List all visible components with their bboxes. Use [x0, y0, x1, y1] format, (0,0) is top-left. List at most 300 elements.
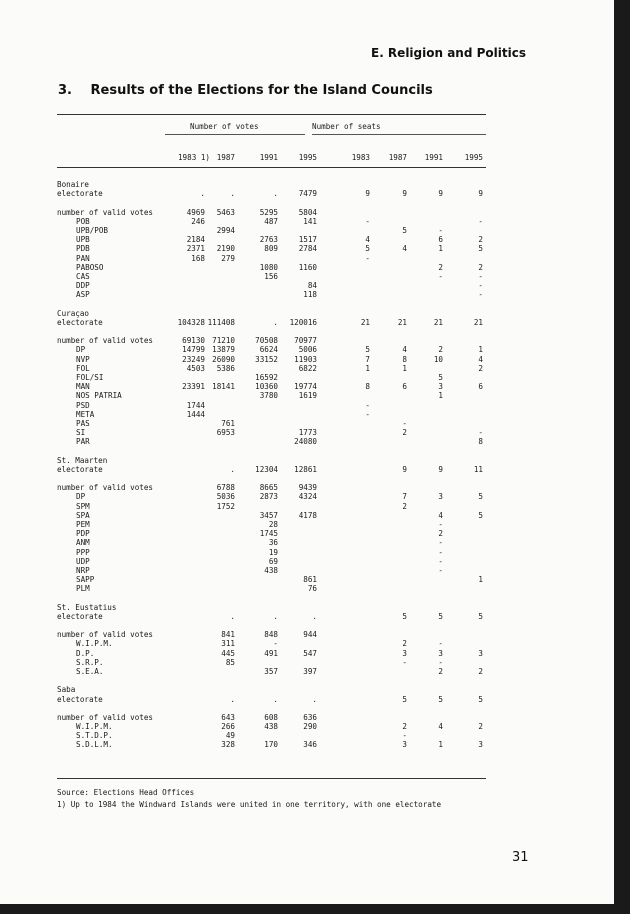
votes-cell: 266 [221, 722, 235, 732]
party-label: SPM [76, 501, 90, 511]
votes-cell: 4178 [298, 510, 317, 520]
votes-cell: 1752 [216, 501, 235, 511]
seats-cell: 21 [473, 317, 483, 327]
table-row [57, 382, 487, 391]
seats-cell: 3 [438, 382, 443, 392]
votes-cell: 12861 [294, 464, 317, 474]
seats-cell: 9 [438, 189, 443, 199]
seats-cell: - [438, 547, 443, 557]
seats-cell: 5 [478, 244, 483, 254]
party-label: META [76, 409, 95, 419]
seats-cell: 5 [438, 372, 443, 382]
table-row [57, 649, 487, 658]
votes-cell: 1745 [259, 529, 278, 539]
party-label: SAPP [76, 575, 95, 585]
votes-cell: 1080 [259, 262, 278, 272]
votes-cell: . [230, 189, 235, 199]
party-label: UDP [76, 556, 90, 566]
island-name: Curaçao [57, 308, 90, 318]
seats-cell: - [438, 271, 443, 281]
island-name: St. Maarten [57, 455, 108, 465]
seats-cell: 5 [365, 345, 370, 355]
votes-cell: 168 [191, 253, 205, 263]
table-row [57, 630, 487, 639]
table-row [57, 235, 487, 244]
seats-cell: 6 [438, 235, 443, 245]
party-label: PSD [76, 400, 90, 410]
seats-cell: 2 [402, 428, 407, 438]
page-number: 31 [512, 850, 529, 865]
table-row [57, 373, 487, 382]
votes-cell: 2763 [259, 235, 278, 245]
seats-cell: 7 [365, 354, 370, 364]
row-label: number of valid votes [57, 712, 154, 722]
seats-cell: - [365, 253, 370, 263]
table-row [57, 538, 487, 547]
table-row [57, 492, 487, 501]
table-row [57, 208, 487, 217]
votes-cell: 1160 [298, 262, 317, 272]
votes-cell: 608 [264, 712, 278, 722]
seats-cell: 4 [478, 354, 483, 364]
votes-cell: 6822 [298, 363, 317, 373]
party-label: ANM [76, 538, 90, 548]
table-row [57, 401, 487, 410]
island-heading-row [57, 603, 487, 612]
section-spacer [57, 446, 487, 455]
votes-year-header: 1983 1) [177, 153, 210, 162]
island-heading-row [57, 180, 487, 189]
table-row [57, 529, 487, 538]
votes-cell: 445 [221, 648, 235, 658]
seats-cell: 3 [438, 648, 443, 658]
seats-cell: - [478, 271, 483, 281]
table-row [57, 483, 487, 492]
votes-cell: 3780 [259, 391, 278, 401]
votes-year-header: 1987 [216, 153, 235, 162]
row-label: electorate [57, 464, 103, 474]
seats-cell: 3 [478, 648, 483, 658]
seats-cell: - [438, 225, 443, 235]
seats-cell: 5 [438, 611, 443, 621]
table-row [57, 428, 487, 437]
table-row [57, 639, 487, 648]
seats-cell: 5 [478, 492, 483, 502]
table-row [57, 244, 487, 253]
seats-cell: - [365, 216, 370, 226]
votes-cell: 8665 [259, 483, 278, 493]
table-row [57, 740, 487, 749]
table-row [57, 345, 487, 354]
seats-cell: 4 [402, 244, 407, 254]
votes-cell: 18141 [212, 382, 235, 392]
party-label: NRP [76, 565, 90, 575]
party-label: SI [76, 428, 86, 438]
table-row [57, 281, 487, 290]
votes-cell: 14799 [182, 345, 205, 355]
party-label: W.I.P.M. [76, 722, 113, 732]
seats-cell: - [402, 418, 407, 428]
table-number: 3. [58, 83, 72, 98]
votes-cell: 24080 [294, 437, 317, 447]
votes-group-rule [165, 134, 305, 135]
seats-group-rule [312, 134, 486, 135]
seats-cell: 2 [478, 722, 483, 732]
votes-cell: 33152 [255, 354, 278, 364]
table-row [57, 355, 487, 364]
seats-cell: - [438, 639, 443, 649]
party-label: FOL [76, 363, 90, 373]
table-row [57, 226, 487, 235]
table-row [57, 364, 487, 373]
row-label: number of valid votes [57, 336, 154, 346]
seats-cell: 3 [438, 492, 443, 502]
votes-cell: 16592 [255, 372, 278, 382]
seats-cell: 2 [438, 345, 443, 355]
votes-cell: 4324 [298, 492, 317, 502]
votes-cell: 36 [268, 538, 278, 548]
votes-cell: 1773 [298, 428, 317, 438]
party-label: DP [76, 492, 86, 502]
table-row [57, 318, 487, 327]
votes-cell: 69130 [182, 336, 205, 346]
votes-cell: 118 [303, 290, 317, 300]
seats-cell: - [438, 565, 443, 575]
votes-cell: 547 [303, 648, 317, 658]
party-label: NOS PATRIA [76, 391, 122, 401]
island-name: Bonaire [57, 180, 90, 189]
seats-cell: 2 [402, 722, 407, 732]
seats-cell: 5 [478, 694, 483, 704]
party-label: ASP [76, 290, 90, 300]
seats-cell: - [365, 409, 370, 419]
votes-cell: 104328 [177, 317, 205, 327]
party-label: PAN [76, 253, 90, 263]
seats-cell: 5 [478, 611, 483, 621]
votes-cell: 13879 [212, 345, 235, 355]
seats-cell: 5 [402, 611, 407, 621]
seats-cell: - [438, 657, 443, 667]
section-spacer [57, 593, 487, 602]
votes-year-header: 1991 [259, 153, 278, 162]
seats-cell: 8 [402, 354, 407, 364]
seats-cell: 2 [438, 529, 443, 539]
table-row [57, 713, 487, 722]
party-label: S.T.D.P. [76, 731, 113, 741]
votes-cell: 290 [303, 722, 317, 732]
seats-year-header: 1987 [388, 153, 407, 162]
seats-cell: 3 [402, 740, 407, 750]
seats-cell: - [402, 731, 407, 741]
votes-cell: 26090 [212, 354, 235, 364]
party-label: SPA [76, 510, 90, 520]
votes-cell: 2371 [186, 244, 205, 254]
seats-cell: 9 [478, 189, 483, 199]
seats-cell: 7 [402, 492, 407, 502]
votes-cell: 19 [268, 547, 278, 557]
seats-cell: 2 [402, 639, 407, 649]
table-row [57, 502, 487, 511]
seats-cell: 8 [478, 437, 483, 447]
row-label: number of valid votes [57, 207, 154, 217]
table-row [57, 575, 487, 584]
seats-cell: 21 [360, 317, 370, 327]
party-label: W.I.P.M. [76, 639, 113, 649]
seats-cell: 8 [365, 382, 370, 392]
votes-cell: 70508 [255, 336, 278, 346]
seats-cell: 1 [402, 363, 407, 373]
year-header-row [57, 153, 487, 163]
seats-cell: - [478, 428, 483, 438]
party-label: FOL/SI [76, 372, 104, 382]
seats-cell: 9 [402, 464, 407, 474]
row-label: electorate [57, 611, 103, 621]
votes-cell: 311 [221, 639, 235, 649]
votes-cell: 10360 [255, 382, 278, 392]
seats-cell: 2 [478, 262, 483, 272]
seats-cell: 4 [365, 235, 370, 245]
votes-cell: 170 [264, 740, 278, 750]
row-spacer [57, 621, 487, 630]
table-row [57, 272, 487, 281]
table-row [57, 290, 487, 299]
party-label: NVP [76, 354, 90, 364]
votes-cell: 944 [303, 630, 317, 640]
votes-cell: . [273, 694, 278, 704]
votes-cell: 279 [221, 253, 235, 263]
votes-cell: 23249 [182, 354, 205, 364]
row-label: electorate [57, 694, 103, 704]
seats-cell: 4 [402, 345, 407, 355]
votes-cell: 1444 [186, 409, 205, 419]
seats-cell: - [438, 519, 443, 529]
seats-cell: 3 [402, 648, 407, 658]
seats-cell: - [402, 657, 407, 667]
seats-group-header: Number of seats [312, 122, 381, 131]
table-row [57, 695, 487, 704]
votes-cell: 5463 [216, 207, 235, 217]
seats-cell: - [478, 290, 483, 300]
votes-cell: 636 [303, 712, 317, 722]
votes-cell: 2190 [216, 244, 235, 254]
votes-cell: 84 [307, 281, 317, 291]
party-label: PAS [76, 418, 90, 428]
seats-year-header: 1983 [351, 153, 370, 162]
seats-cell: - [478, 216, 483, 226]
votes-cell: 85 [225, 657, 235, 667]
island-name: Saba [57, 685, 76, 695]
votes-cell: 397 [303, 666, 317, 676]
table-row [57, 584, 487, 593]
table-row [57, 566, 487, 575]
votes-cell: 12304 [255, 464, 278, 474]
party-label: DDP [76, 281, 90, 291]
seats-cell: 6 [478, 382, 483, 392]
table-row [57, 410, 487, 419]
row-spacer [57, 327, 487, 336]
votes-cell: . [230, 464, 235, 474]
seats-cell: 11 [473, 464, 483, 474]
votes-cell: 71210 [212, 336, 235, 346]
table-row [57, 548, 487, 557]
seats-cell: 2 [438, 262, 443, 272]
seats-cell: 9 [365, 189, 370, 199]
votes-cell: . [230, 611, 235, 621]
votes-cell: 6788 [216, 483, 235, 493]
votes-cell: 69 [268, 556, 278, 566]
seats-cell: 6 [402, 382, 407, 392]
seats-cell: 1 [438, 740, 443, 750]
row-label: number of valid votes [57, 483, 154, 493]
votes-cell: . [230, 694, 235, 704]
votes-cell: 246 [191, 216, 205, 226]
party-label: PLM [76, 584, 90, 594]
votes-cell: 2184 [186, 235, 205, 245]
party-label: POB [76, 216, 90, 226]
source-note: Source: Elections Head Offices [57, 788, 195, 797]
votes-cell: 438 [264, 722, 278, 732]
votes-cell: 5006 [298, 345, 317, 355]
votes-cell: 76 [307, 584, 317, 594]
votes-cell: 2784 [298, 244, 317, 254]
seats-cell: 4 [438, 510, 443, 520]
votes-cell: 5386 [216, 363, 235, 373]
votes-cell: 6953 [216, 428, 235, 438]
seats-cell: 1 [478, 575, 483, 585]
table-row [57, 520, 487, 529]
votes-cell: 111408 [207, 317, 235, 327]
party-label: UPB [76, 235, 90, 245]
row-label: number of valid votes [57, 630, 154, 640]
party-label: PPP [76, 547, 90, 557]
footnote-1: 1) Up to 1984 the Windward Islands were united in one territory, with one electorate [57, 800, 442, 809]
votes-cell: 7479 [298, 189, 317, 199]
votes-cell: 5804 [298, 207, 317, 217]
island-heading-row [57, 685, 487, 694]
seats-cell: - [478, 281, 483, 291]
section-spacer [57, 299, 487, 308]
table-row [57, 511, 487, 520]
votes-cell: 761 [221, 418, 235, 428]
votes-cell: 2994 [216, 225, 235, 235]
votes-cell: 643 [221, 712, 235, 722]
table-row [57, 437, 487, 446]
seats-cell: 5 [478, 510, 483, 520]
votes-cell: 49 [225, 731, 235, 741]
party-label: S.R.P. [76, 657, 104, 667]
votes-cell: 19774 [294, 382, 317, 392]
seats-cell: - [438, 538, 443, 548]
votes-cell: 848 [264, 630, 278, 640]
island-heading-row [57, 309, 487, 318]
votes-cell: 70977 [294, 336, 317, 346]
votes-cell: 11903 [294, 354, 317, 364]
table-row [57, 189, 487, 198]
votes-cell: 5295 [259, 207, 278, 217]
votes-cell: 809 [264, 244, 278, 254]
seats-cell: 2 [438, 666, 443, 676]
island-heading-row [57, 456, 487, 465]
seats-cell: 3 [478, 740, 483, 750]
party-label: D.P. [76, 648, 95, 658]
table-row [57, 465, 487, 474]
party-label: PEM [76, 519, 90, 529]
results-table-body [57, 180, 487, 750]
seats-cell: 9 [438, 464, 443, 474]
row-label: electorate [57, 317, 103, 327]
votes-cell: . [312, 694, 317, 704]
seats-cell: 5 [438, 694, 443, 704]
seats-cell: 1 [365, 363, 370, 373]
seats-cell: 2 [478, 363, 483, 373]
table-row [57, 263, 487, 272]
seats-cell: 10 [433, 354, 443, 364]
votes-year-header: 1995 [298, 153, 317, 162]
votes-cell: . [273, 189, 278, 199]
table-row [57, 419, 487, 428]
section-header: E. Religion and Politics [371, 46, 526, 60]
party-label: PABOSO [76, 262, 104, 272]
votes-cell: 357 [264, 666, 278, 676]
top-rule [57, 114, 486, 115]
votes-cell: 6624 [259, 345, 278, 355]
table-row [57, 722, 487, 731]
votes-cell: 28 [268, 519, 278, 529]
votes-cell: 4969 [186, 207, 205, 217]
votes-cell: 487 [264, 216, 278, 226]
row-spacer [57, 198, 487, 207]
votes-cell: 2873 [259, 492, 278, 502]
votes-cell: . [273, 611, 278, 621]
party-label: DP [76, 345, 86, 355]
row-label: electorate [57, 189, 103, 199]
votes-cell: 3457 [259, 510, 278, 520]
votes-cell: 438 [264, 565, 278, 575]
votes-cell: 1619 [298, 391, 317, 401]
table-title-text: Results of the Elections for the Island Councils [90, 83, 433, 98]
seats-cell: - [438, 556, 443, 566]
votes-cell: 156 [264, 271, 278, 281]
seats-cell: 2 [478, 235, 483, 245]
votes-cell: 841 [221, 630, 235, 640]
table-row [57, 667, 487, 676]
party-label: PAR [76, 437, 90, 447]
votes-cell: 491 [264, 648, 278, 658]
seats-cell: 1 [478, 345, 483, 355]
table-row [57, 336, 487, 345]
votes-cell: 4503 [186, 363, 205, 373]
votes-cell: . [273, 317, 278, 327]
table-row [57, 612, 487, 621]
votes-cell: 1744 [186, 400, 205, 410]
table-row [57, 391, 487, 400]
seats-cell: 5 [365, 244, 370, 254]
seats-cell: 9 [402, 189, 407, 199]
votes-cell: 141 [303, 216, 317, 226]
header-rule [57, 167, 486, 168]
votes-cell: 346 [303, 740, 317, 750]
table-title [58, 83, 433, 98]
table-row [57, 217, 487, 226]
votes-cell: 9439 [298, 483, 317, 493]
party-label: PDP [76, 529, 90, 539]
party-label: CAS [76, 271, 90, 281]
bottom-rule [57, 778, 486, 779]
votes-cell: 328 [221, 740, 235, 750]
seats-cell: 21 [433, 317, 443, 327]
seats-cell: 4 [438, 722, 443, 732]
party-label: PDB [76, 244, 90, 254]
